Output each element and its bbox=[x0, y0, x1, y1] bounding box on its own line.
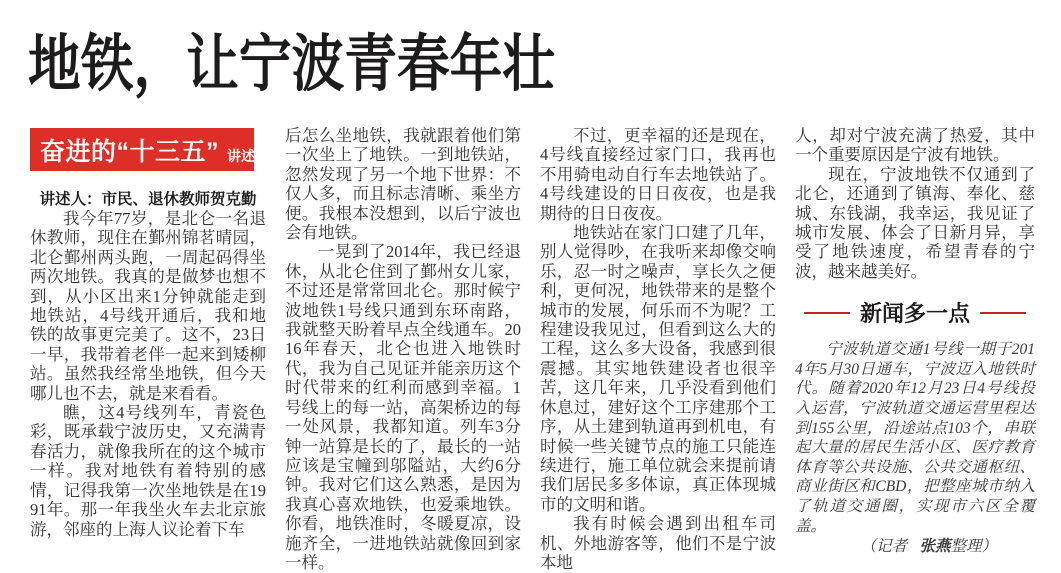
paragraph: 我有时候会遇到出租车司机、外地游客等，他们不是宁波本地 bbox=[540, 514, 776, 572]
series-badge-title: 奋进的“十三五” bbox=[40, 137, 220, 166]
column-4 bbox=[795, 126, 1035, 557]
paragraph: 人，却对宁波充满了热爱，其中一个重要原因是宁波有地铁。 bbox=[795, 126, 1035, 165]
column-2 bbox=[285, 126, 521, 572]
news-more-title: 新闻多一点 bbox=[859, 301, 970, 327]
series-badge bbox=[30, 128, 270, 171]
byline-suffix: 整理） bbox=[950, 538, 997, 556]
paragraph: 地铁站在家门口建了几年，别人觉得吵，在我听来却像交响乐，忍一时之噪声，享长久之便利，更何况，地铁带来的是整个城市的发展，何乐而不为呢？工程建设我见过，但看到这么大的工程，这么多大设备，我感到很震撼。其实地铁建设者也很辛苦，这几年来，几乎没看到他们休息过，建好这个工序建那个工序，从土建到轨道再到机电，有时候一些关键节点的施工只能连续进行，施工单位就会来提前请我们居民多多体谅，真正体现城市的文明和谐。 bbox=[540, 223, 776, 514]
news-more-header bbox=[795, 297, 1035, 328]
paragraph: 后怎么坐地铁，我就跟着他们第一次坐上了地铁。一到地铁站，忽然发现了另一个地下世界：不仅人多，而且标志清晰、乘坐方便。我根本没想到，以后宁波也会有地铁。 bbox=[285, 126, 521, 243]
paragraph: 瞧，这4号线列车，青瓷色彩，既承载宁波历史，又充满青春活力，就像我所在的这个城市一样。我对地铁有着特别的感情，记得我第一次坐地铁是在1991年。那一年我坐火车去北京旅游，邻座的上海人议论着下车 bbox=[30, 403, 266, 539]
speaker-line: 讲述人：市民、退休教师贺克勤 bbox=[39, 191, 257, 208]
paragraph: 不过，更幸福的还是现在，4号线直接经过家门口，我再也不用骑电动自行车去地铁站了。4号线建设的日日夜夜，也是我期待的日日夜夜。 bbox=[540, 126, 776, 223]
byline-reporter-name: 张燕 bbox=[919, 538, 951, 556]
paragraph: 一晃到了2014年，我已经退休，从北仑住到了鄞州女儿家，不过还是常常回北仑。那时候宁波地铁1号线只通到东环南路，我就整天盼着早点全线通车。2016年春天，北仑也进入地铁时代，我为自己见证并能亲历这个时代带来的红利而感到幸福。1号线上的每一站，高架桥边的每一处风景，我都知道。列车3分钟一站算是长的了，最长的一站应该是宝幢到邬隘站，大约6分钟。我对它们这么熟悉，是因为我真心喜欢地铁，也爱乘地铁。你看，地铁准时，冬暖夏凉，设施齐全，一进地铁站就像回到家一样。 bbox=[285, 242, 521, 572]
byline-prefix: （记者 bbox=[860, 538, 908, 556]
column-3 bbox=[540, 126, 776, 572]
paragraph: 我今年77岁，是北仑一名退休教师，现住在鄞州锦茗晴园，北仑鄞州两头跑，一周起码得坐两次地铁。我真的是做梦也想不到，从小区出来1分钟就能走到地铁站，4号线开通后，我和地铁的故事更完美了。这不，23日一早，我带着老伴一起来到矮柳站。虽然我经常坐地铁，但今天哪儿也不去，就是来看看。 bbox=[30, 209, 266, 403]
paragraph: 现在，宁波地铁不仅通到了北仑，还通到了镇海、奉化、慈城、东钱湖，我幸运，我见证了城市发展、体会了日新月异，享受了地铁速度，希望青春的宁波，越来越美好。 bbox=[795, 164, 1035, 281]
byline bbox=[795, 537, 1035, 557]
column-1 bbox=[30, 126, 270, 539]
news-more-body: 宁波轨道交通1号线一期于2014年5月30日通车，宁波迈入地铁时代。随着2020年12月23日4号线投入运营，宁波轨道交通运营里程达到155公里，沿途站点103个，串联起大量的居民生活小区、医疗教育体育等公共设施、公共交通枢纽、商业街区和CBD，把整座城市纳入了轨道交通圈，实现市六区全覆盖。 bbox=[795, 341, 1035, 535]
header-rule-left bbox=[804, 312, 850, 314]
article-headline: 地铁，让宁波青春年壮 bbox=[28, 30, 556, 99]
series-badge-subtitle: 讲述篇 bbox=[227, 147, 270, 164]
header-rule-right bbox=[980, 312, 1026, 314]
